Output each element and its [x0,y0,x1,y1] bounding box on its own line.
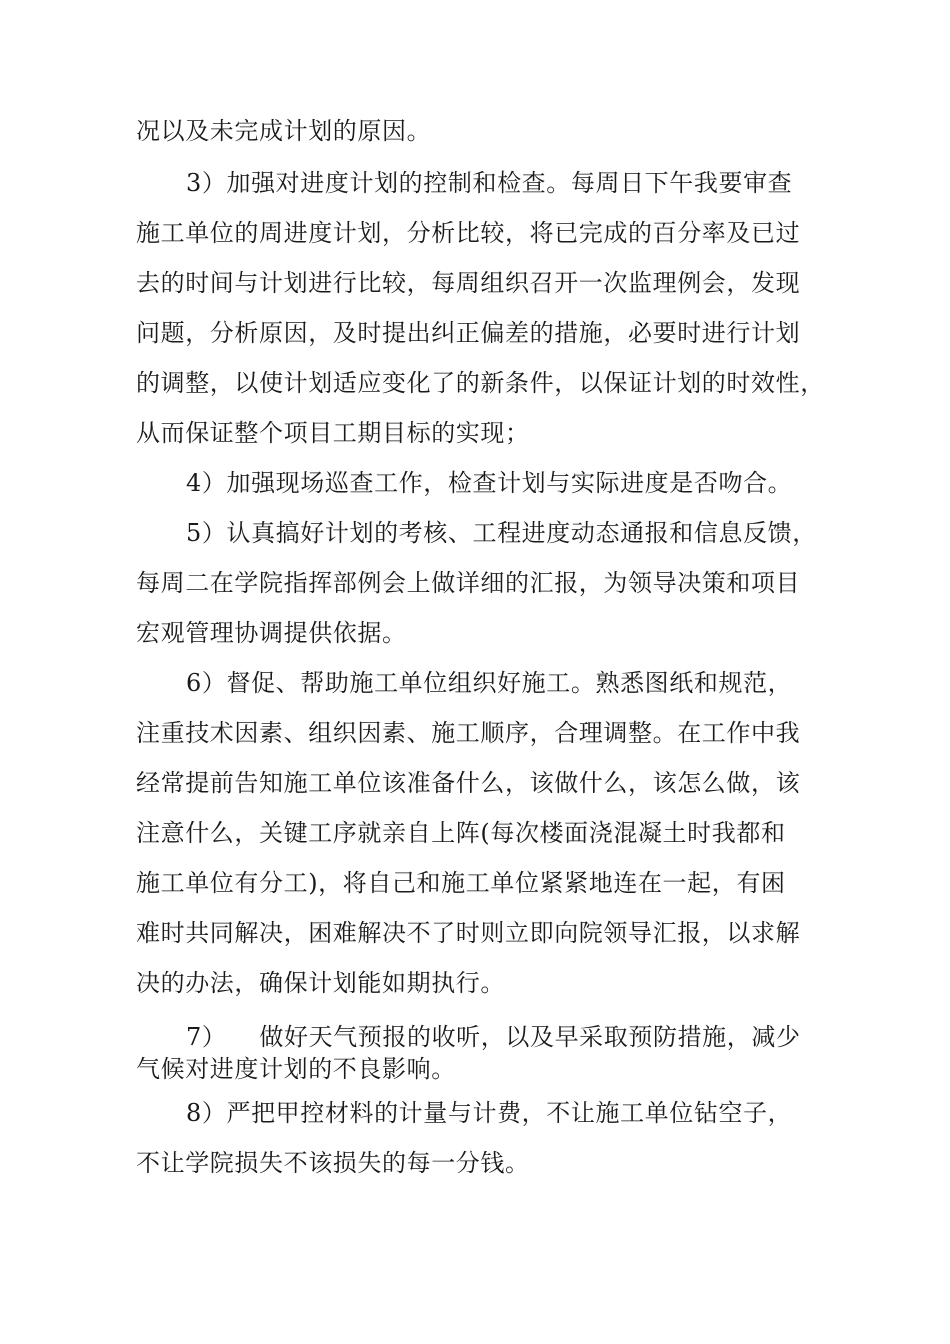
text-line: 3）加强对进度计划的控制和检查。每周日下午我要审查 [186,169,793,197]
text-line: 施工单位有分工)，将自己和施工单位紧紧地连在一起，有困 [136,869,786,897]
text-line: 去的时间与计划进行比较，每周组织召开一次监理例会，发现 [136,269,801,297]
text-line: 4）加强现场巡查工作，检查计划与实际进度是否吻合。 [186,469,793,497]
text-line: 难时共同解决，困难解决不了时则立即向院领导汇报，以求解 [136,919,801,947]
text-line: 施工单位的周进度计划，分析比较，将已完成的百分率及已过 [136,219,801,247]
text-line: 8）严把甲控材料的计量与计费，不让施工单位钻空子， [186,1099,793,1127]
text-line: 5）认真搞好计划的考核、工程进度动态通报和信息反馈， [186,519,817,547]
text-line: 不让学院损失不该损失的每一分钱。 [136,1149,530,1177]
text-line: 气候对进度计划的不良影响。 [136,1055,456,1083]
text-line: 6）督促、帮助施工单位组织好施工。熟悉图纸和规范， [186,669,793,697]
text-line: 7） 做好天气预报的收听，以及早采取预防措施，减少 [186,1023,801,1051]
text-line: 经常提前告知施工单位该准备什么，该做什么，该怎么做，该 [136,769,801,797]
text-line: 从而保证整个项目工期目标的实现； [136,419,530,447]
text-line: 每周二在学院指挥部例会上做详细的汇报，为领导决策和项目 [136,569,801,597]
text-line: 决的办法，确保计划能如期执行。 [136,969,505,997]
text-line: 问题，分析原因，及时提出纠正偏差的措施，必要时进行计划 [136,319,801,347]
text-line: 况以及未完成计划的原因。 [136,117,432,145]
text-line: 的调整，以使计划适应变化了的新条件，以保证计划的时效性， [136,369,825,397]
text-line: 注意什么，关键工序就亲自上阵(每次楼面浇混凝土时我都和 [136,819,786,847]
text-line: 宏观管理协调提供依据。 [136,619,407,647]
text-line: 注重技术因素、组织因素、施工顺序，合理调整。在工作中我 [136,719,801,747]
